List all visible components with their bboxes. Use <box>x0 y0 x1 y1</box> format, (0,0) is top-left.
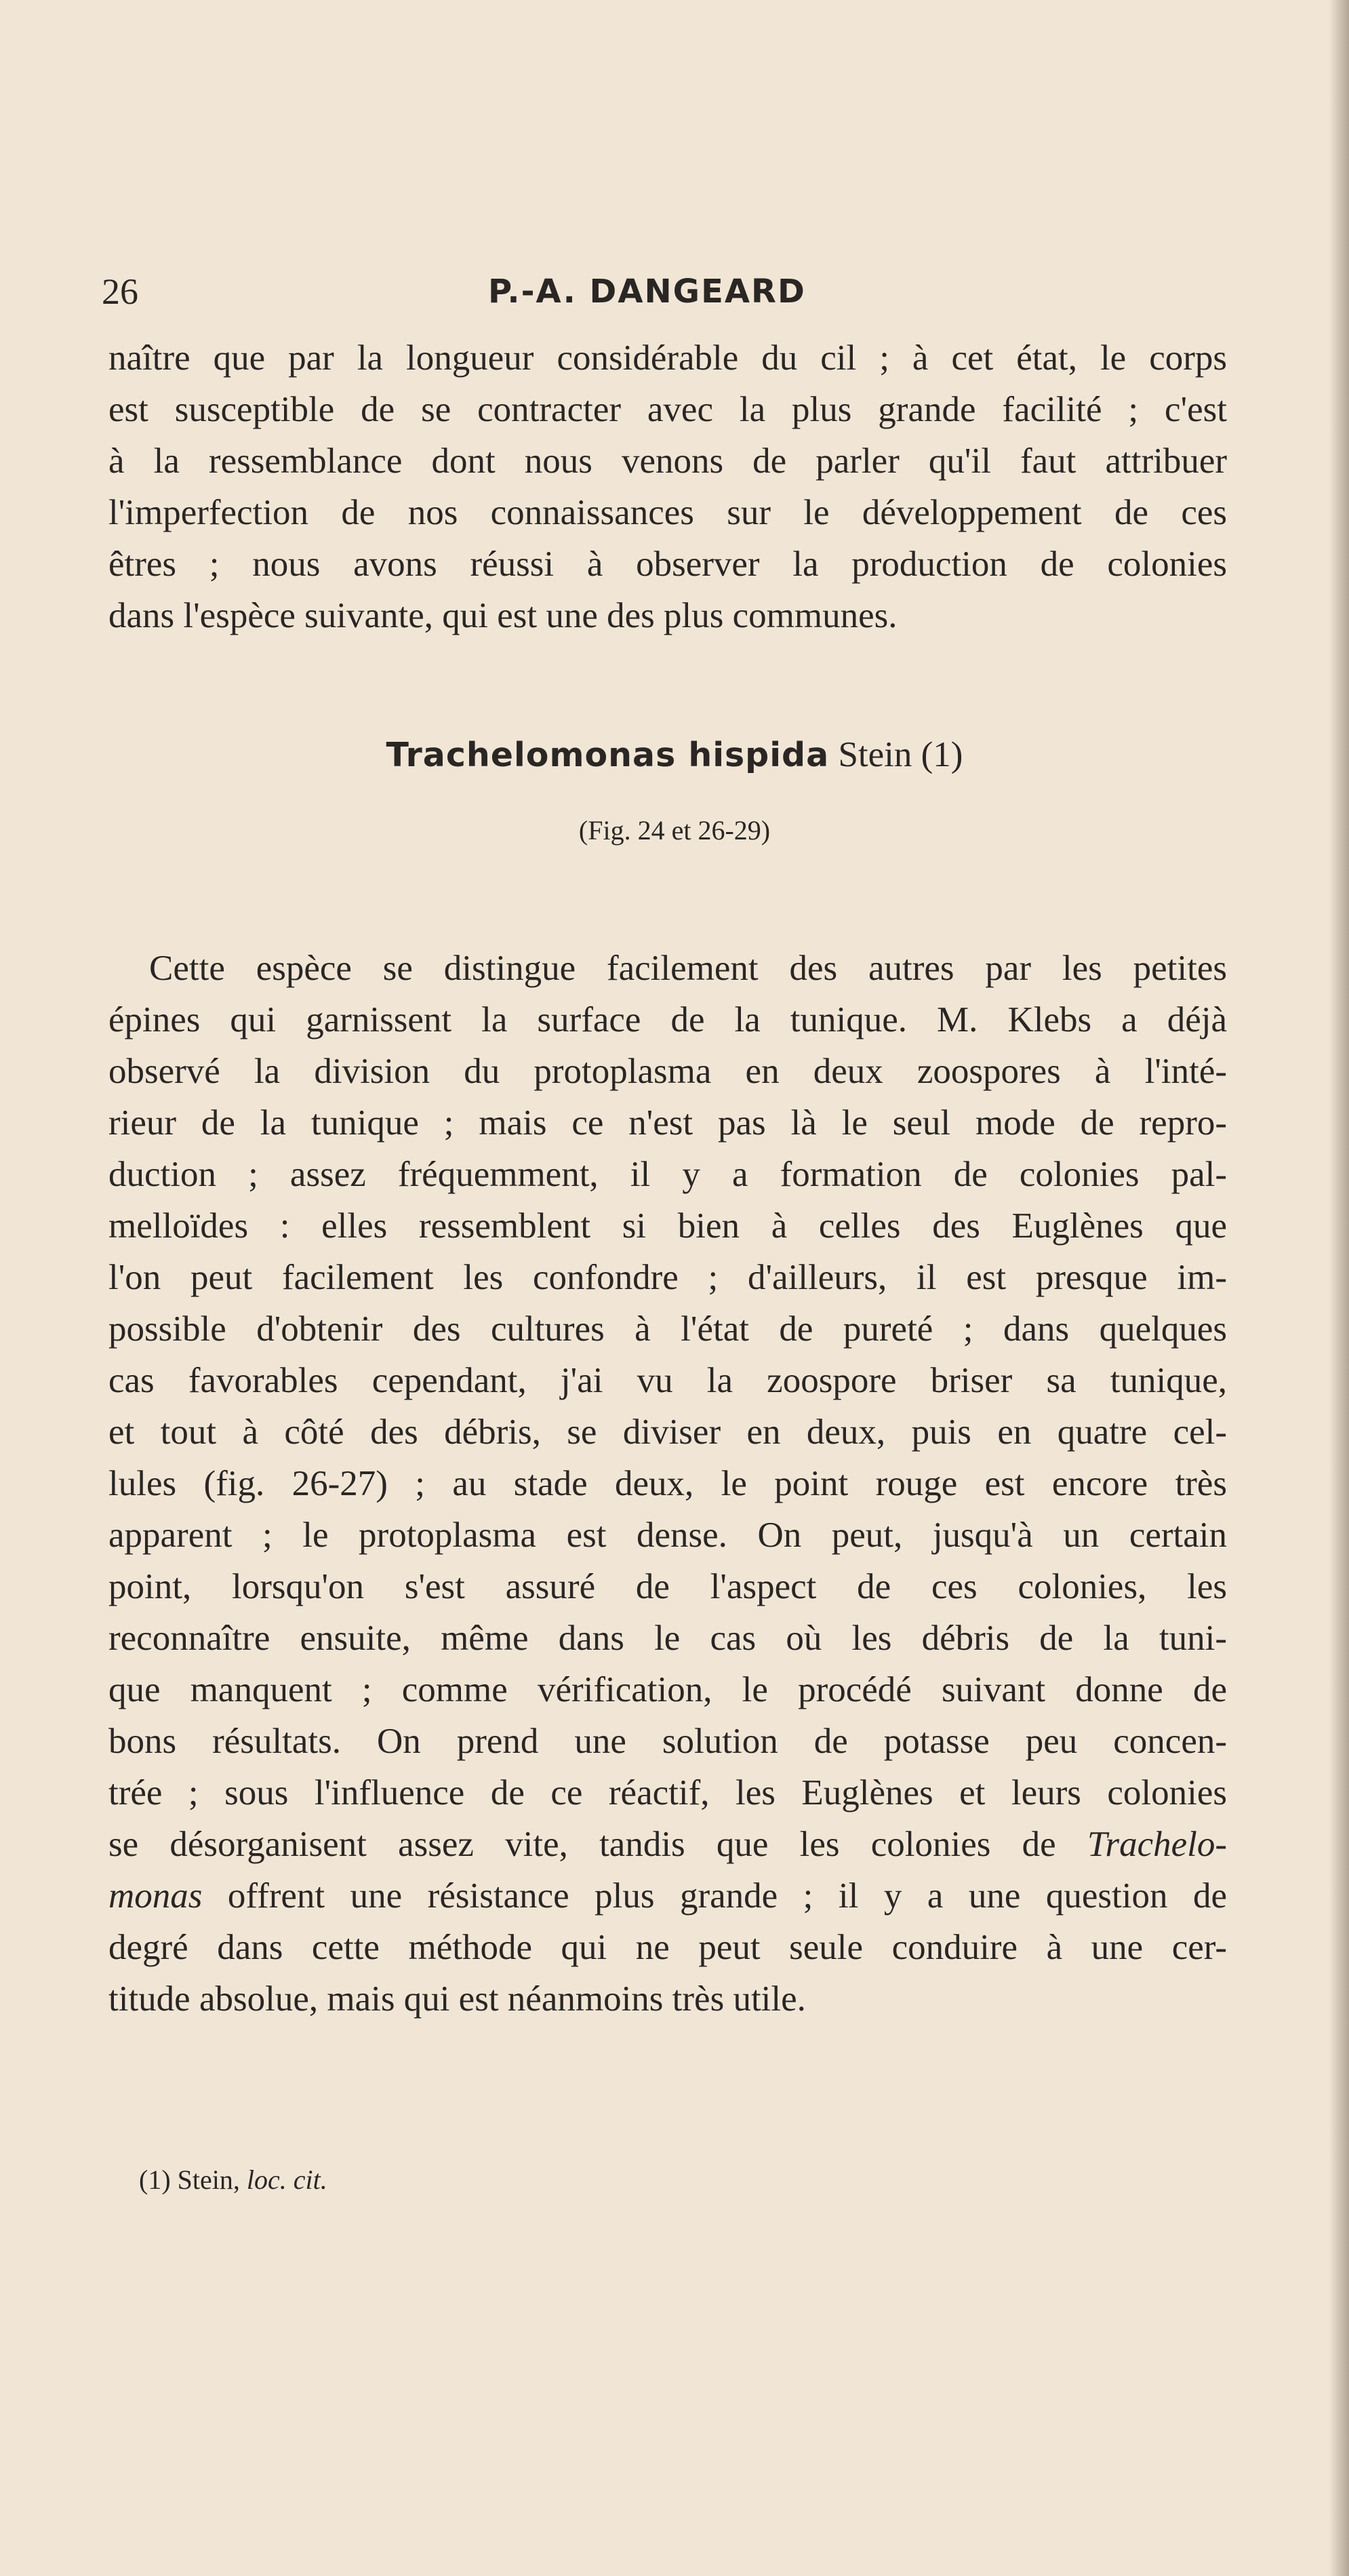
running-head <box>102 268 1227 315</box>
text-line: trée ; sous l'influence de ce réactif, les Euglènes et leurs colonies <box>108 1773 1227 1812</box>
section-heading <box>0 729 1349 781</box>
text-line: cas favorables cependant, j'ai vu la zoospore briser sa tunique, <box>108 1361 1227 1400</box>
text-line: duction ; assez fréquemment, il y a formation de colonies pal- <box>108 1155 1227 1194</box>
text-line: l'imperfection de nos connaissances sur le développement de ces <box>108 493 1227 532</box>
text-line: l'on peut facilement les confondre ; d'ailleurs, il est presque im- <box>108 1258 1227 1297</box>
text-segment: offrent une résistance plus grande ; il y a une question de <box>202 1876 1227 1916</box>
running-title: P.-A. DANGEARD <box>488 273 806 311</box>
figure-reference: (Fig. 24 et 26-29) <box>578 815 771 846</box>
text-line: est susceptible de se contracter avec la plus grande facilité ; c'est <box>108 390 1227 429</box>
text-line: degré dans cette méthode qui ne peut seule conduire à une cer- <box>108 1928 1227 1967</box>
footnote <box>139 2160 327 2200</box>
text-line: apparent ; le protoplasma est dense. On peut, jusqu'à un certain <box>108 1515 1227 1555</box>
text-line: titude absolue, mais qui est néanmoins très utile. <box>108 1979 806 2019</box>
text-line: dans l'espèce suivante, qui est une des plus communes. <box>108 596 898 635</box>
text-line: êtres ; nous avons réussi à observer la production de colonies <box>108 544 1227 584</box>
text-line: melloïdes : elles ressemblent si bien à celles des Euglènes que <box>108 1206 1227 1246</box>
species-author: Stein (1) <box>838 735 963 774</box>
text-line <box>108 1819 1227 1870</box>
text-line: rieur de la tunique ; mais ce n'est pas là le seul mode de repro- <box>108 1103 1227 1143</box>
text-line: épines qui garnissent la surface de la tunique. M. Klebs a déjà <box>108 1000 1227 1039</box>
text-line: lules (fig. 26-27) ; au stade deux, le point rouge est encore très <box>108 1464 1227 1503</box>
text-line: point, lorsqu'on s'est assuré de l'aspect de ces colonies, les <box>108 1567 1227 1606</box>
genus-name-italic: monas <box>108 1876 203 1916</box>
page-number: 26 <box>102 271 138 312</box>
text-line: observé la division du protoplasma en deux zoospores à l'inté- <box>108 1052 1227 1091</box>
text-line: bons résultats. On prend une solution de potasse peu concen- <box>108 1722 1227 1761</box>
paragraph-main <box>108 943 1227 2025</box>
text-line: naître que par la longueur considérable du cil ; à cet état, le corps <box>108 338 1227 378</box>
text-line: possible d'obtenir des cultures à l'état de pureté ; dans quelques <box>108 1309 1227 1349</box>
text-line: reconnaître ensuite, même dans le cas où les débris de la tuni- <box>108 1619 1227 1658</box>
species-name: Trachelomonas hispida <box>386 736 830 774</box>
text-line <box>108 1870 1227 1922</box>
text-line: que manquent ; comme vérification, le procédé suivant donne de <box>108 1670 1227 1709</box>
footnote-text: (1) Stein, <box>139 2164 247 2195</box>
text-segment: se désorganisent assez vite, tandis que les colonies de <box>108 1825 1087 1864</box>
text-line: et tout à côté des débris, se diviser en deux, puis en quatre cel- <box>108 1412 1227 1452</box>
page-edge-shadow <box>1329 0 1349 2576</box>
genus-name-italic: Trachelo- <box>1087 1825 1227 1864</box>
text-line: à la ressemblance dont nous venons de parler qu'il faut attribuer <box>108 441 1227 481</box>
text-line: Cette espèce se distingue facilement des autres par les petites <box>149 949 1227 988</box>
footnote-italic: loc. cit. <box>246 2164 327 2195</box>
paragraph-continued <box>108 332 1227 641</box>
